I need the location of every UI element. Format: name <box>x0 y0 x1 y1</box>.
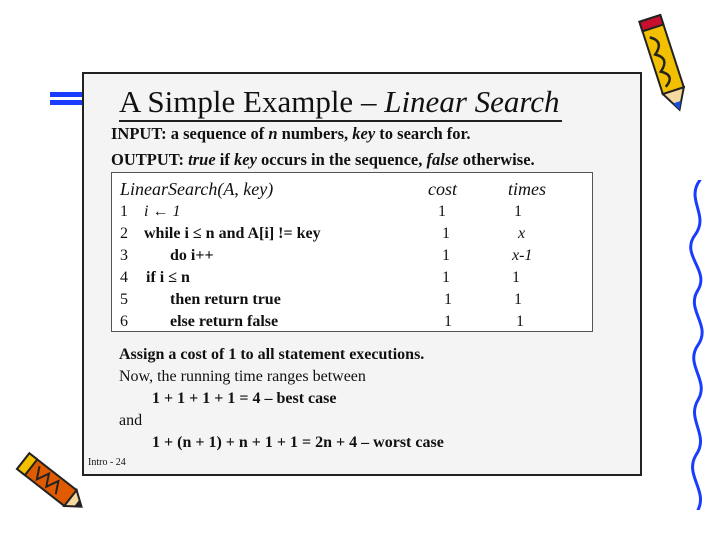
row-times: 1 <box>514 291 522 308</box>
algorithm-row <box>112 269 592 291</box>
row-number: 4 <box>120 269 128 286</box>
row-cost: 1 <box>444 291 452 308</box>
row-code: if i ≤ n <box>146 269 190 286</box>
input-line: INPUT: a sequence of n numbers, key to search for. <box>111 124 471 143</box>
worst-case-formula: 1 + (n + 1) + n + 1 + 1 = 2n + 4 – worst case <box>152 434 444 451</box>
note-running-time: Now, the running time ranges between <box>119 368 366 385</box>
algorithm-box <box>111 172 593 332</box>
algorithm-row <box>112 203 592 225</box>
row-number: 6 <box>120 313 128 330</box>
pencil-bottom-left-icon <box>4 448 90 514</box>
row-times: 1 <box>516 313 524 330</box>
times-header: times <box>508 179 546 199</box>
slide-panel <box>82 72 642 476</box>
algorithm-row <box>112 291 592 313</box>
slide-footer: Intro - 24 <box>88 457 126 468</box>
row-cost: 1 <box>444 313 452 330</box>
row-code: then return true <box>170 291 281 308</box>
row-cost: 1 <box>442 225 450 242</box>
row-code: while i ≤ n and A[i] != key <box>144 225 321 242</box>
blue-bars-decoration <box>50 92 84 106</box>
output-line: OUTPUT: true if key occurs in the sequence, false otherwise. <box>111 150 535 169</box>
row-number: 5 <box>120 291 128 308</box>
row-times: 1 <box>514 203 522 220</box>
row-code: do i++ <box>170 247 214 264</box>
algorithm-signature: LinearSearch(A, key) <box>120 179 274 199</box>
cost-header: cost <box>428 179 457 199</box>
row-times: x-1 <box>512 247 533 264</box>
squiggle-line-decoration <box>680 180 720 510</box>
row-times: 1 <box>512 269 520 286</box>
row-number: 2 <box>120 225 128 242</box>
row-code: i ← 1 <box>144 203 181 220</box>
row-times: x <box>518 225 526 242</box>
slide-title: A Simple Example – Linear Search <box>119 84 562 122</box>
row-number: 3 <box>120 247 128 264</box>
algorithm-row <box>112 313 592 335</box>
row-cost: 1 <box>442 247 450 264</box>
note-and: and <box>119 412 143 429</box>
row-cost: 1 <box>438 203 446 220</box>
row-number: 1 <box>120 203 128 220</box>
row-code: else return false <box>170 313 279 330</box>
note-assign-cost: Assign a cost of 1 to all statement executions. <box>119 346 425 363</box>
best-case-formula: 1 + 1 + 1 + 1 = 4 – best case <box>152 390 337 407</box>
algorithm-row <box>112 225 592 247</box>
algorithm-row <box>112 247 592 269</box>
row-cost: 1 <box>442 269 450 286</box>
